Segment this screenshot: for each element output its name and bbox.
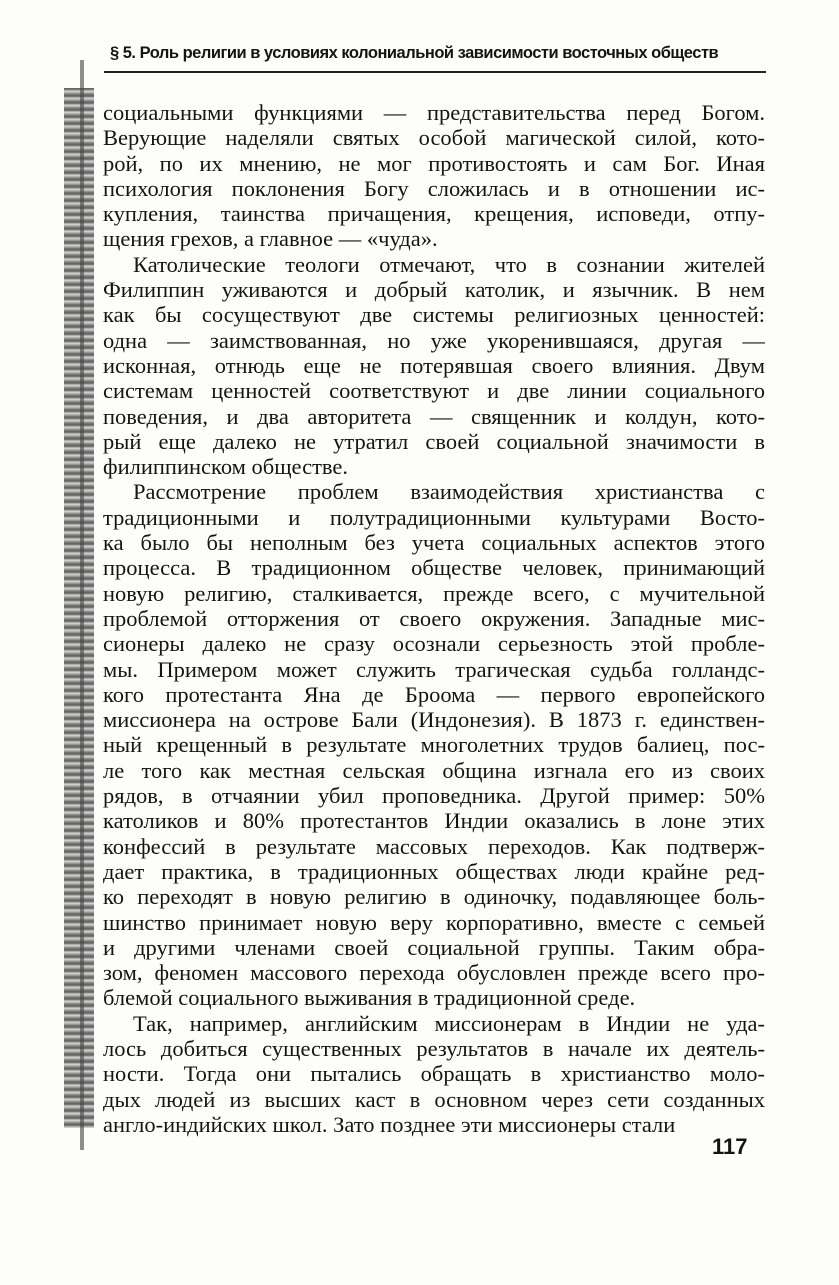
- text-line: католиков и 80% протестантов Индии оказались в лоне этих: [103, 808, 765, 834]
- text-line: сионеры далеко не сразу осознали серьезность этой пробле-: [103, 631, 765, 657]
- text-line: мы. Примером может служить трагическая судьба голландс-: [103, 656, 765, 682]
- text-line: одна — заимствованная, но уже укоренившаяся, другая —: [103, 327, 765, 353]
- page-number: 117: [712, 1134, 748, 1159]
- paragraph: [103, 252, 765, 480]
- text-line: лось добиться существенных результатов в начале их деятель-: [103, 1035, 765, 1061]
- text-line: традиционными и полутрадиционными культурами Восто-: [103, 504, 765, 530]
- text-line: процесса. В традиционном обществе человек, принимающий: [103, 555, 765, 581]
- text-line: поведения, и два авторитета — священник и колдун, кото-: [103, 403, 765, 429]
- body-text: [103, 100, 765, 1137]
- text-line: щения грехов, а главное — «чуда».: [103, 226, 438, 252]
- text-line: психология поклонения Богу сложилась и в отношении ис-: [103, 175, 765, 201]
- text-line: системам ценностей соответствуют и две линии социального: [103, 378, 765, 404]
- text-line: рядов, в отчаянии убил проповедника. Другой пример: 50%: [103, 783, 765, 809]
- running-header: § 5. Роль религии в условиях колониальной зависимости восточных обществ: [110, 44, 719, 62]
- book-spine-shadow: [64, 88, 94, 1128]
- paragraph: [103, 100, 765, 252]
- text-line: Католические теологи отмечают, что в сознании жителей: [133, 251, 765, 277]
- text-line: дых людей из высших каст в основном через сети созданных: [103, 1086, 765, 1112]
- text-line: рый еще далеко не утратил своей социальной значимости в: [103, 428, 765, 454]
- paragraph: [103, 1011, 765, 1137]
- text-line: Так, например, английским миссионерам в Индии не уда-: [133, 1010, 765, 1036]
- text-line: блемой социального выживания в традиционной среде.: [103, 985, 636, 1011]
- text-line: рой, по их мнению, не мог противостоять и сам Бог. Иная: [103, 150, 765, 176]
- text-line: как бы сосуществуют две системы религиозных ценностей:: [103, 302, 765, 328]
- header-rule: [104, 71, 766, 73]
- paragraph: [103, 479, 765, 1010]
- text-line: проблемой отторжения от своего окружения. Западные мис-: [103, 605, 765, 631]
- text-line: миссионера на острове Бали (Индонезия). В 1873 г. единствен-: [103, 707, 765, 733]
- text-line: исконная, отнюдь еще не потерявшая своего влияния. Двум: [103, 352, 765, 378]
- book-spine-edge: [80, 60, 84, 1150]
- text-line: филиппинском обществе.: [103, 454, 349, 480]
- text-line: англо-индийских школ. Зато позднее эти миссионеры стали: [103, 1111, 676, 1137]
- text-line: зом, феномен массового перехода обусловлен прежде всего про-: [103, 960, 765, 986]
- text-line: Филиппин уживаются и добрый католик, и язычник. В нем: [103, 277, 765, 303]
- text-line: ле того как местная сельская община изгнала его из своих: [103, 757, 765, 783]
- text-line: Верующие наделяли святых особой магической силой, кото-: [103, 125, 765, 151]
- text-line: Рассмотрение проблем взаимодействия христианства с: [133, 479, 765, 505]
- text-line: и другими членами своей социальной группы. Таким обра-: [103, 934, 765, 960]
- text-line: конфессий в результате массовых переходов. Как подтверж-: [103, 833, 765, 859]
- text-line: дает практика, в традиционных обществах люди крайне ред-: [103, 858, 765, 884]
- text-line: ка было бы неполным без учета социальных аспектов этого: [103, 530, 765, 556]
- text-line: социальными функциями — представительства перед Богом.: [103, 100, 765, 125]
- text-line: купления, таинства причащения, крещения, исповеди, отпу-: [103, 201, 765, 227]
- text-line: кого протестанта Яна де Броома — первого европейского: [103, 681, 765, 707]
- text-line: шинство принимает новую веру корпоративно, вместе с семьей: [103, 909, 765, 935]
- text-line: ко переходят в новую религию в одиночку, подавляющее боль-: [103, 884, 765, 910]
- text-line: ный крещенный в результате многолетних трудов балиец, пос-: [103, 732, 765, 758]
- text-line: ности. Тогда они пытались обращать в христианство моло-: [103, 1061, 765, 1087]
- text-line: новую религию, сталкивается, прежде всего, с мучительной: [103, 580, 765, 606]
